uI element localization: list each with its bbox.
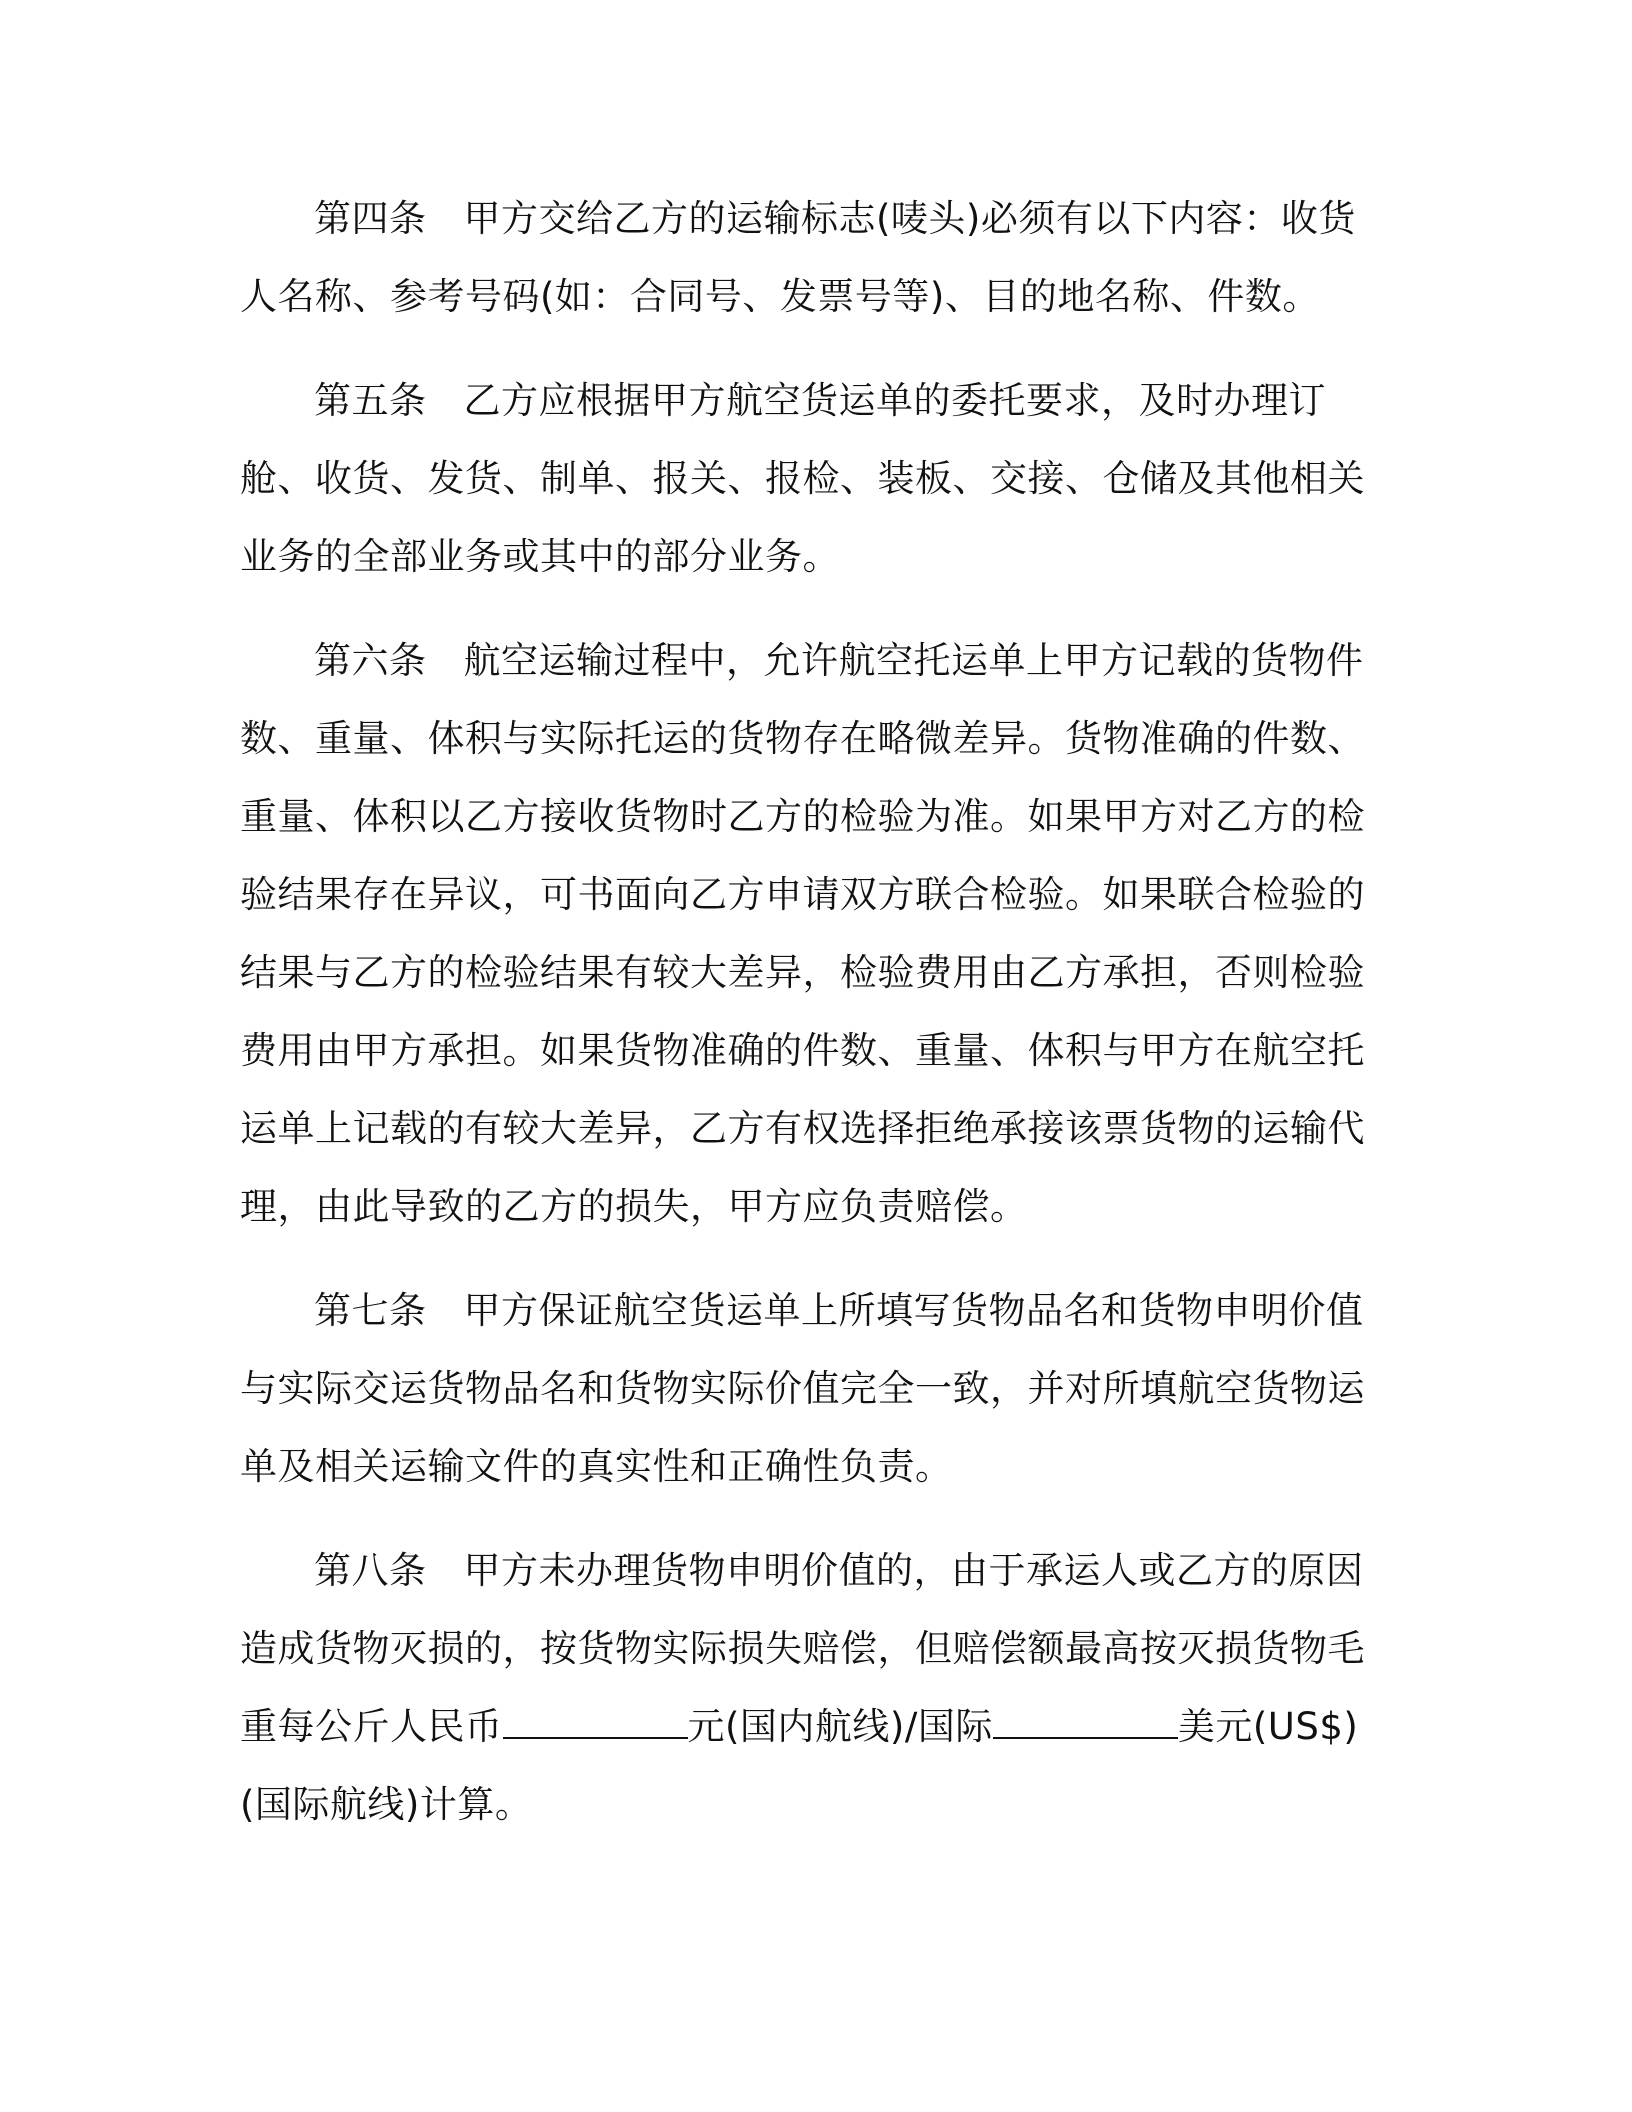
rmb-amount-blank	[503, 1707, 688, 1739]
article-5	[240, 362, 1380, 596]
article-number: 第五条	[314, 379, 427, 422]
article-text: 甲方保证航空货运单上所填写货物品名和货物申明价值与实际交运货物品名和货物实际价值完全一致，并对所填航空货物运单及相关运输文件的真实性和正确性负责。	[240, 1289, 1365, 1488]
article-6	[240, 622, 1380, 1246]
article-number: 第四条	[314, 197, 427, 240]
article-text-part3: 美元(US$)(国际航线)计算。	[240, 1705, 1359, 1826]
article-text-part1: 甲方未办理货物申明价值的，由于承运人或乙方的原因造成货物灭损的，按货物实际损失赔偿，但赔偿额最高按灭损货物毛重每公斤人民币	[240, 1549, 1365, 1748]
usd-amount-blank	[993, 1707, 1178, 1739]
document-page	[240, 180, 1380, 1870]
article-text: 甲方交给乙方的运输标志(唛头)必须有以下内容：收货人名称、参考号码(如：合同号、发票号等)、目的地名称、件数。	[240, 197, 1356, 318]
article-text: 乙方应根据甲方航空货运单的委托要求，及时办理订舱、收货、发货、制单、报关、报检、装板、交接、仓储及其他相关业务的全部业务或其中的部分业务。	[240, 379, 1365, 578]
article-text-part2: 元(国内航线)/国际	[687, 1705, 993, 1748]
article-7	[240, 1272, 1380, 1506]
article-number: 第六条	[314, 639, 427, 682]
article-8	[240, 1532, 1380, 1844]
article-text: 航空运输过程中，允许航空托运单上甲方记载的货物件数、重量、体积与实际托运的货物存在略微差异。货物准确的件数、重量、体积以乙方接收货物时乙方的检验为准。如果甲方对乙方的检验结果存在异议，可书面向乙方申请双方联合检验。如果联合检验的结果与乙方的检验结果有较大差异，检验费用由乙方承担，否则检验费用由甲方承担。如果货物准确的件数、重量、体积与甲方在航空托运单上记载的有较大差异，乙方有权选择拒绝承接该票货物的运输代理，由此导致的乙方的损失，甲方应负责赔偿。	[240, 639, 1365, 1228]
article-number: 第七条	[314, 1289, 427, 1332]
article-number: 第八条	[314, 1549, 427, 1592]
article-4	[240, 180, 1380, 336]
